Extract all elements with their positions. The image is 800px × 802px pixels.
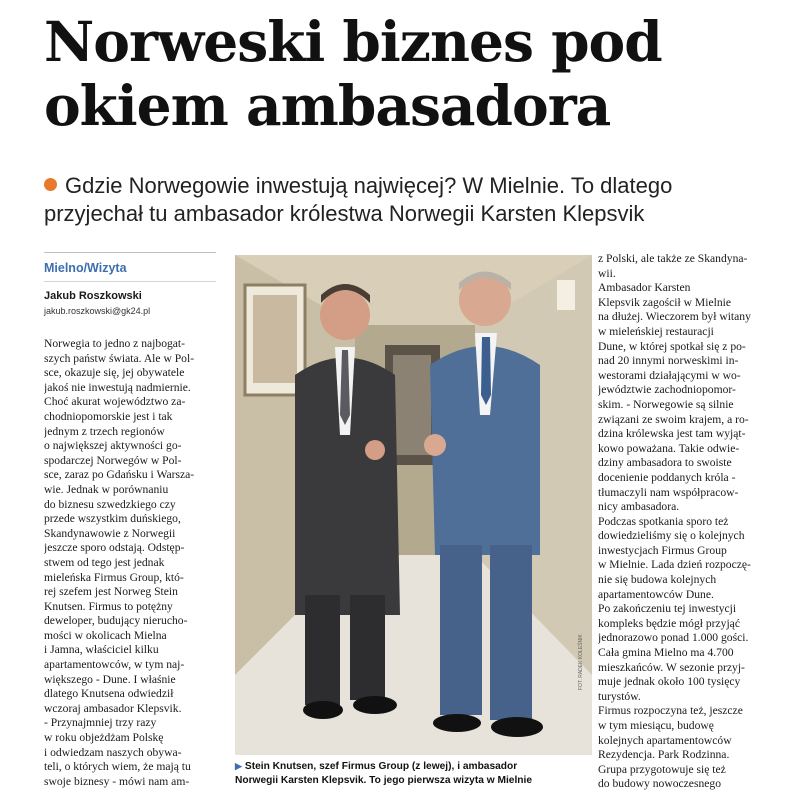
text-line: Knutsen. Firmus to potężny [44,599,173,613]
text-line: jewództwie zachodniopomor- [598,383,736,397]
text-line: apartamentowców, w tym naj- [44,658,185,672]
text-line: skim. - Norwegowie są silnie [598,397,734,411]
text-line: dziny ambasadora to swoiste [598,456,732,470]
text-line: mości w okolicach Mielna [44,628,167,642]
text-line: swoje biznesy - mówi nam am- [44,774,190,788]
text-line: Po zakończeniu tej inwestycji [598,602,737,616]
text-line: sce, zaraz po Gdańsku i Warsza- [44,468,195,482]
text-line: turystów. [598,689,641,703]
text-line: w Mielnie. Lada dzień rozpoczę- [598,558,751,572]
headline-line: okiem ambasadora [44,73,611,138]
article-column-right [598,252,780,792]
caption-text: Norwegii Karsten Klepsvik. To jego pierwsza wizyta w Mielnie [235,775,533,786]
text-line: Podczas spotkania sporo też [598,514,729,528]
text-line: jednym z trzech regionów [44,424,165,438]
text-line: w tym miesiącu, budowę [598,719,714,732]
caption-arrow-icon: ▶ [235,761,242,771]
photo-caption [235,759,595,788]
text-line: Rezydencja. Park Rodzinna. [598,748,730,762]
orange-bullet-icon [44,178,57,191]
text-line: wii. [598,266,616,280]
article-photo [235,255,592,755]
text-line: dowiedzieliśmy się o kolejnych [598,529,745,543]
text-line: inwestycjach Firmus Group [598,543,727,557]
text-line: wczoraj ambasador Klepsvik. [44,701,182,715]
text-line: większego - Dune. I właśnie [44,672,176,686]
text-line: mieszkańców. W sezonie przyj- [598,660,745,674]
text-line: docenienie poddanych króla - [598,470,736,484]
text-line: Norwegia to jedno z najbogat- [44,337,186,350]
text-line: sce, okazuje się, jej obywatele [44,366,185,380]
text-line: szych państw świata. Ale w Pol- [44,351,195,365]
caption-text: Stein Knutsen, szef Firmus Group (z lewej), i ambasador [244,761,518,772]
text-line: Skandynawowie z Norwegii [44,526,176,540]
text-line: tłumaczyli nam współpracow- [598,485,739,499]
headline [44,10,794,138]
text-line: jakoś nie inwestują nadmiernie. [44,380,191,394]
text-line: Dune, w której spotkał się z po- [598,339,746,353]
text-line: westorami działającymi w wo- [598,368,741,382]
text-line: nad 20 innymi norweskimi in- [598,354,739,368]
text-line: Klepsvik zagościł w Mielnie [598,295,731,309]
photo-credit: FOT. RADEK KOLEŚNIK [578,634,584,690]
lead-text: Gdzie Norwegowie inwestują najwięcej? W Mielnie. To dlatego [65,173,673,198]
section-label: Mielno/Wizyta [44,261,127,275]
text-line: Firmus rozpoczyna też, jeszcze [598,704,743,718]
text-line: stwem od tego jest jednak [44,555,165,569]
text-line: jednorazowo ponad 1.000 gości. [598,631,749,645]
text-line: spodarczej Norwegów w Pol- [44,453,182,467]
text-line: Grupa przygotowuje się też [598,762,726,776]
text-line: do biznesu szwedzkiego czy [44,497,176,511]
text-line: w mieleńskiej restauracji [598,324,714,338]
lead-line: przyjechał tu ambasador królestwa Norwegii Karsten Klepsvik [44,201,645,226]
photo-illustration [235,255,592,755]
text-line: wie. Jednak w porównaniu [44,482,169,496]
text-line: mieleńska Firmus Group, któ- [44,570,184,584]
divider [44,281,216,282]
text-line: przede wszystkim duńskiego, [44,512,181,526]
text-line: Choć akurat województwo za- [44,395,186,409]
lead-paragraph [44,172,794,228]
text-line: i odwiedzam naszych obywa- [44,745,182,759]
text-line: dzina królewska jest tam wyjąt- [598,427,746,441]
text-line: chodniopomorskie jest i tak [44,409,173,423]
text-line: kowo poważana. Takie odwie- [598,441,740,455]
text-line: Ambasador Karsten [598,281,691,295]
text-line: kolejnych apartamentowców [598,733,732,747]
text-line: nicy ambasadora. [598,500,680,514]
text-line: na dłużej. Wieczorem był witany [598,310,751,324]
text-line: Cała gmina Mielno ma 4.700 [598,646,734,660]
text-line: rej szefem jest Norweg Stein [44,585,178,599]
text-line: dlatego Knutsena odwiedził [44,687,174,701]
text-line: deweloper, budujący nierucho- [44,614,188,628]
author-email: jakub.roszkowski@gk24.pl [44,306,151,316]
text-line: i Jamna, właściciel kilku [44,643,159,657]
text-line: nie się budowa kolejnych [598,573,717,587]
author-name: Jakub Roszkowski [44,290,142,302]
article-column-left [44,337,226,789]
text-line: w roku objeżdżam Polskę [44,731,164,745]
divider [44,252,216,253]
text-line: do budowy nowoczesnego [598,777,721,791]
text-line: z Polski, ale także ze Skandyna- [598,252,748,265]
caption-line [235,759,595,774]
text-line: - Przynajmniej trzy razy [44,716,157,730]
caption-line [235,774,595,788]
text-line: jeszcze sporo odstają. Odstęp- [44,541,185,555]
text-line: związani ze swoim krajem, a ro- [598,412,749,426]
text-line: o największej aktywności go- [44,439,182,453]
text-line: muje jednak około 100 tysięcy [598,675,741,689]
headline-line: Norweski biznes pod [44,9,662,74]
lead-line [44,172,794,200]
text-line: kompleks będzie mógł przyjąć [598,616,740,630]
text-line: apartamentowców Dune. [598,587,714,601]
text-line: teli, o których wiem, że mają tu [44,760,191,774]
